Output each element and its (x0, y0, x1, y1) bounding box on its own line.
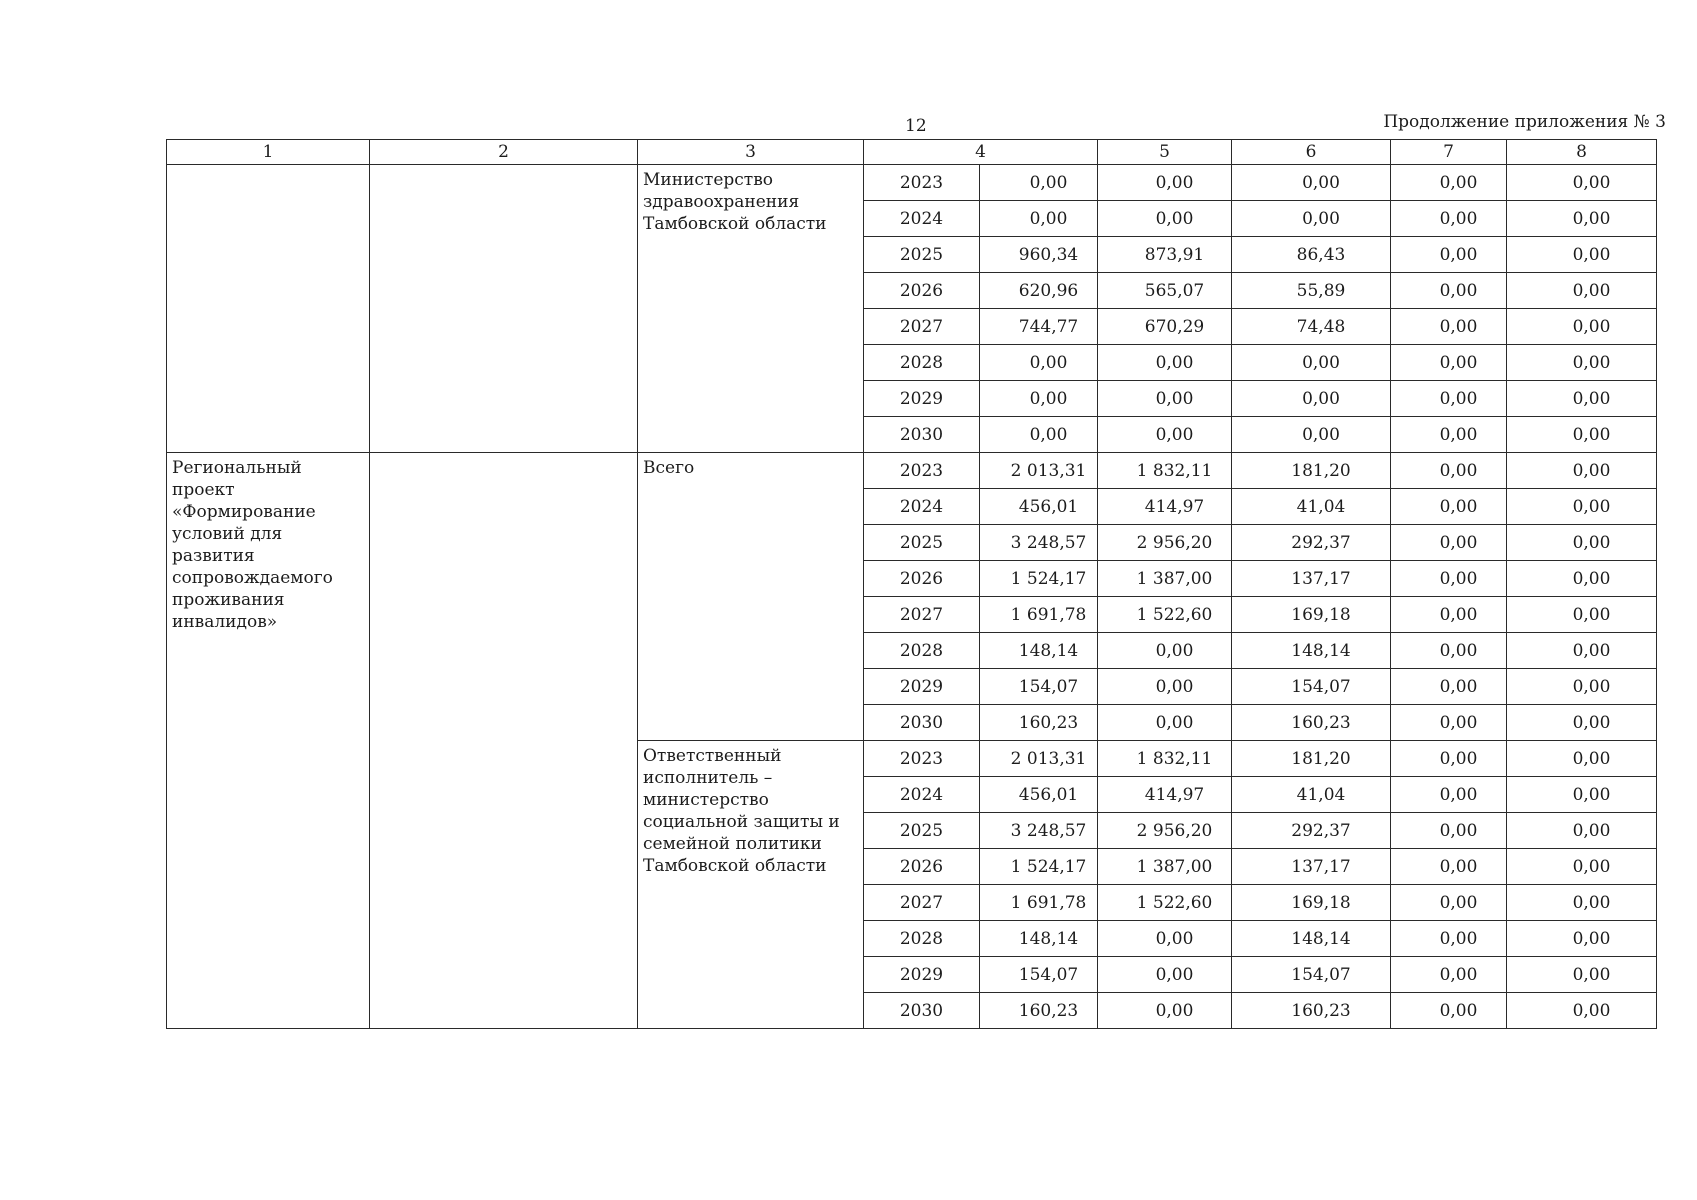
amount-cell: 292,37 (1232, 525, 1391, 561)
amount-cell: 744,77 (980, 309, 1098, 345)
year-cell: 2026 (864, 561, 980, 597)
amount-cell: 0,00 (1391, 885, 1507, 921)
amount-cell: 0,00 (1098, 957, 1232, 993)
amount-cell: 0,00 (1507, 453, 1657, 489)
executor-cell: Ответственный исполнитель – министерство социальной защиты и семейной политики Тамбовской области (638, 741, 864, 1029)
amount-cell: 620,96 (980, 273, 1098, 309)
amount-cell: 169,18 (1232, 885, 1391, 921)
amount-cell: 1 387,00 (1098, 849, 1232, 885)
amount-cell: 0,00 (1098, 633, 1232, 669)
amount-cell: 0,00 (1391, 273, 1507, 309)
amount-cell: 0,00 (1507, 273, 1657, 309)
amount-cell: 0,00 (1391, 993, 1507, 1029)
amount-cell: 3 248,57 (980, 813, 1098, 849)
year-cell: 2027 (864, 885, 980, 921)
header-cell: 1 (167, 140, 370, 165)
header-cell: 7 (1391, 140, 1507, 165)
year-cell: 2026 (864, 273, 980, 309)
funding-table (166, 139, 1657, 1029)
amount-cell: 873,91 (1098, 237, 1232, 273)
amount-cell: 0,00 (1507, 633, 1657, 669)
year-cell: 2024 (864, 201, 980, 237)
amount-cell: 0,00 (1391, 741, 1507, 777)
amount-cell: 0,00 (1098, 669, 1232, 705)
amount-cell: 0,00 (980, 417, 1098, 453)
amount-cell: 0,00 (1232, 345, 1391, 381)
amount-cell: 0,00 (1098, 381, 1232, 417)
amount-cell: 0,00 (1391, 597, 1507, 633)
amount-cell: 148,14 (1232, 921, 1391, 957)
amount-cell: 1 387,00 (1098, 561, 1232, 597)
year-cell: 2030 (864, 417, 980, 453)
header-cell: 8 (1507, 140, 1657, 165)
amount-cell: 0,00 (1507, 489, 1657, 525)
year-cell: 2029 (864, 669, 980, 705)
amount-cell: 0,00 (1391, 489, 1507, 525)
year-cell: 2026 (864, 849, 980, 885)
amount-cell: 0,00 (1507, 741, 1657, 777)
amount-cell: 55,89 (1232, 273, 1391, 309)
amount-cell: 0,00 (1507, 237, 1657, 273)
amount-cell: 137,17 (1232, 561, 1391, 597)
amount-cell: 0,00 (1391, 237, 1507, 273)
table-body (167, 165, 1657, 1029)
amount-cell: 0,00 (1507, 525, 1657, 561)
amount-cell: 565,07 (1098, 273, 1232, 309)
amount-cell: 0,00 (1507, 849, 1657, 885)
amount-cell: 414,97 (1098, 777, 1232, 813)
amount-cell: 0,00 (1391, 921, 1507, 957)
year-cell: 2024 (864, 777, 980, 813)
amount-cell: 0,00 (1232, 381, 1391, 417)
amount-cell: 0,00 (980, 165, 1098, 201)
amount-cell: 137,17 (1232, 849, 1391, 885)
year-cell: 2025 (864, 813, 980, 849)
amount-cell: 0,00 (1098, 705, 1232, 741)
amount-cell: 0,00 (980, 201, 1098, 237)
amount-cell: 154,07 (1232, 669, 1391, 705)
amount-cell: 1 691,78 (980, 597, 1098, 633)
amount-cell: 0,00 (1391, 849, 1507, 885)
amount-cell: 670,29 (1098, 309, 1232, 345)
amount-cell: 0,00 (1507, 669, 1657, 705)
amount-cell: 1 832,11 (1098, 741, 1232, 777)
year-cell: 2029 (864, 381, 980, 417)
amount-cell: 0,00 (1391, 777, 1507, 813)
amount-cell: 148,14 (980, 633, 1098, 669)
amount-cell: 0,00 (1507, 597, 1657, 633)
amount-cell: 0,00 (1507, 885, 1657, 921)
project-name-cell (167, 165, 370, 453)
amount-cell: 0,00 (1507, 309, 1657, 345)
column-2-cell (370, 165, 638, 453)
amount-cell: 160,23 (1232, 993, 1391, 1029)
amount-cell: 154,07 (1232, 957, 1391, 993)
amount-cell: 414,97 (1098, 489, 1232, 525)
amount-cell: 0,00 (980, 345, 1098, 381)
amount-cell: 2 956,20 (1098, 525, 1232, 561)
year-cell: 2025 (864, 525, 980, 561)
year-cell: 2027 (864, 597, 980, 633)
amount-cell: 456,01 (980, 777, 1098, 813)
amount-cell: 181,20 (1232, 453, 1391, 489)
amount-cell: 2 013,31 (980, 453, 1098, 489)
year-cell: 2023 (864, 453, 980, 489)
year-cell: 2024 (864, 489, 980, 525)
amount-cell: 0,00 (1391, 453, 1507, 489)
amount-cell: 0,00 (1507, 345, 1657, 381)
amount-cell: 160,23 (980, 705, 1098, 741)
amount-cell: 0,00 (1391, 705, 1507, 741)
year-cell: 2025 (864, 237, 980, 273)
amount-cell: 0,00 (1098, 201, 1232, 237)
amount-cell: 0,00 (1232, 201, 1391, 237)
amount-cell: 0,00 (980, 381, 1098, 417)
amount-cell: 1 691,78 (980, 885, 1098, 921)
year-cell: 2023 (864, 741, 980, 777)
amount-cell: 0,00 (1507, 957, 1657, 993)
amount-cell: 169,18 (1232, 597, 1391, 633)
amount-cell: 1 524,17 (980, 561, 1098, 597)
executor-cell: Министерство здравоохранения Тамбовской области (638, 165, 864, 453)
amount-cell: 0,00 (1232, 165, 1391, 201)
amount-cell: 0,00 (1391, 633, 1507, 669)
continuation-note: Продолжение приложения № 3 (1383, 112, 1666, 132)
amount-cell: 0,00 (1391, 957, 1507, 993)
amount-cell: 0,00 (1098, 165, 1232, 201)
amount-cell: 0,00 (1507, 381, 1657, 417)
amount-cell: 3 248,57 (980, 525, 1098, 561)
amount-cell: 41,04 (1232, 489, 1391, 525)
amount-cell: 160,23 (980, 993, 1098, 1029)
year-cell: 2023 (864, 165, 980, 201)
year-cell: 2028 (864, 633, 980, 669)
amount-cell: 456,01 (980, 489, 1098, 525)
header-cell: 2 (370, 140, 638, 165)
amount-cell: 0,00 (1507, 201, 1657, 237)
amount-cell: 0,00 (1391, 165, 1507, 201)
amount-cell: 0,00 (1391, 201, 1507, 237)
year-cell: 2030 (864, 993, 980, 1029)
amount-cell: 148,14 (1232, 633, 1391, 669)
amount-cell: 41,04 (1232, 777, 1391, 813)
amount-cell: 1 522,60 (1098, 597, 1232, 633)
table-row (167, 453, 1657, 489)
amount-cell: 0,00 (1232, 417, 1391, 453)
header-cell: 4 (864, 140, 1098, 165)
amount-cell: 0,00 (1391, 525, 1507, 561)
amount-cell: 0,00 (1391, 417, 1507, 453)
amount-cell: 0,00 (1391, 561, 1507, 597)
amount-cell: 0,00 (1507, 561, 1657, 597)
amount-cell: 74,48 (1232, 309, 1391, 345)
amount-cell: 1 524,17 (980, 849, 1098, 885)
amount-cell: 0,00 (1098, 921, 1232, 957)
executor-cell: Всего (638, 453, 864, 741)
amount-cell: 1 832,11 (1098, 453, 1232, 489)
amount-cell: 86,43 (1232, 237, 1391, 273)
header-row (167, 140, 1657, 165)
amount-cell: 0,00 (1391, 669, 1507, 705)
amount-cell: 0,00 (1391, 345, 1507, 381)
amount-cell: 154,07 (980, 957, 1098, 993)
amount-cell: 160,23 (1232, 705, 1391, 741)
amount-cell: 0,00 (1507, 705, 1657, 741)
amount-cell: 0,00 (1507, 813, 1657, 849)
project-name-cell: Региональный проект «Формирование условий для развития сопровождаемого проживания инвалидов» (167, 453, 370, 1029)
amount-cell: 292,37 (1232, 813, 1391, 849)
amount-cell: 0,00 (1507, 921, 1657, 957)
amount-cell: 2 013,31 (980, 741, 1098, 777)
year-cell: 2029 (864, 957, 980, 993)
year-cell: 2028 (864, 345, 980, 381)
column-2-cell (370, 453, 638, 1029)
table-row (167, 165, 1657, 201)
header-cell: 3 (638, 140, 864, 165)
amount-cell: 0,00 (1507, 993, 1657, 1029)
amount-cell: 148,14 (980, 921, 1098, 957)
amount-cell: 0,00 (1507, 777, 1657, 813)
year-cell: 2027 (864, 309, 980, 345)
year-cell: 2028 (864, 921, 980, 957)
header-cell: 6 (1232, 140, 1391, 165)
amount-cell: 0,00 (1507, 417, 1657, 453)
amount-cell: 181,20 (1232, 741, 1391, 777)
amount-cell: 2 956,20 (1098, 813, 1232, 849)
amount-cell: 154,07 (980, 669, 1098, 705)
amount-cell: 0,00 (1391, 813, 1507, 849)
amount-cell: 0,00 (1507, 165, 1657, 201)
year-cell: 2030 (864, 705, 980, 741)
amount-cell: 0,00 (1098, 345, 1232, 381)
amount-cell: 0,00 (1391, 309, 1507, 345)
amount-cell: 0,00 (1098, 417, 1232, 453)
amount-cell: 960,34 (980, 237, 1098, 273)
page-number: 12 (905, 116, 927, 136)
amount-cell: 0,00 (1391, 381, 1507, 417)
amount-cell: 1 522,60 (1098, 885, 1232, 921)
amount-cell: 0,00 (1098, 993, 1232, 1029)
header-cell: 5 (1098, 140, 1232, 165)
